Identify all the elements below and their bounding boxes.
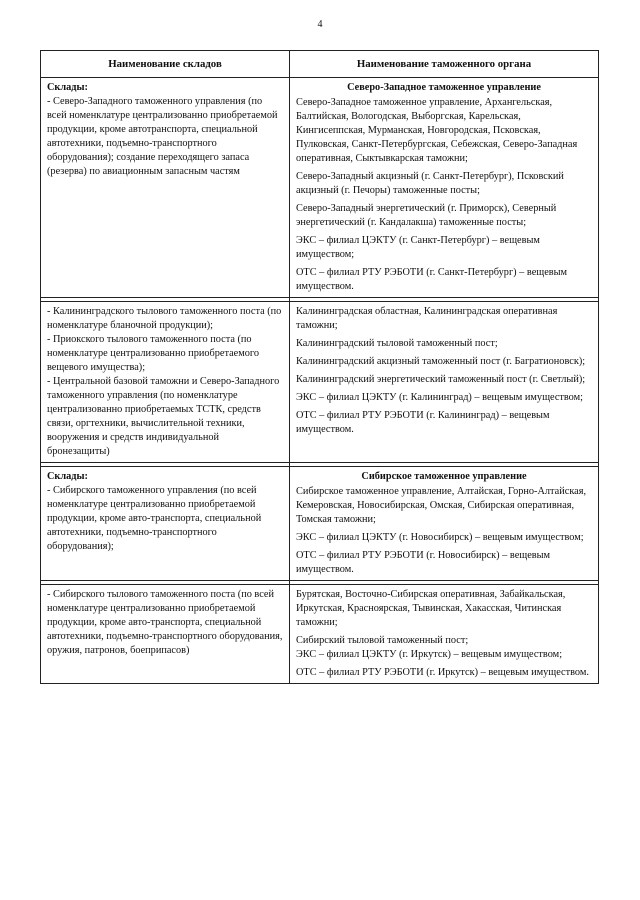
customs-item: Сибирское таможенное управление, Алтайская, Горно-Алтайская, Кемеровская, Новосибирская, Омская, Сибирская оперативная, Томская таможни;: [296, 486, 587, 525]
table-row: [41, 467, 599, 581]
customs-item: ОТС – филиал РТУ РЭБОТИ (г. Калининград) – вещевым имуществом.: [296, 410, 550, 435]
table-row: [41, 302, 599, 463]
warehouse-cell: [41, 302, 290, 463]
customs-item: ЭКС – филиал ЦЭКТУ (г. Санкт-Петербург) – вещевым имуществом;: [296, 235, 540, 260]
customs-cell: [290, 585, 599, 684]
table-header-row: [41, 51, 599, 78]
customs-item: ОТС – филиал РТУ РЭБОТИ (г. Новосибирск) – вещевым имуществом.: [296, 550, 551, 575]
customs-item: Калининградский тыловой таможенный пост;: [296, 338, 498, 349]
customs-cell: [290, 302, 599, 463]
warehouse-item: - Приокского тылового таможенного поста (по номенклатуре централизованно приобретаемого вещевого имущества);: [47, 334, 260, 373]
warehouse-section-title: Склады:: [47, 82, 88, 93]
customs-section-title: Сибирское таможенное управление: [361, 471, 527, 482]
customs-item: Калининградская областная, Калининградская оперативная таможни;: [296, 306, 558, 331]
customs-item: Бурятская, Восточно-Сибирская оперативная, Забайкальская, Иркутская, Красноярская, Тывинская, Хакасская, Читинская таможни;: [296, 589, 566, 628]
warehouses-table: [40, 50, 599, 684]
warehouse-cell: [41, 467, 290, 581]
customs-item: ОТС – филиал РТУ РЭБОТИ (г. Санкт-Петербург) – вещевым имуществом.: [296, 267, 568, 292]
header-customs-body: Наименование таможенного органа: [290, 51, 599, 78]
customs-section-title: Северо-Западное таможенное управление: [347, 82, 541, 93]
table-body: [41, 78, 599, 684]
customs-cell: [290, 467, 599, 581]
customs-item: Северо-Западное таможенное управление, Архангельская, Балтийская, Вологодская, Выборгская, Карельская, Кингисеппская, Мурманская, Новгородская, Псковская, Пулковская, Санкт-Петербургская, Себежская, Северо-Западная оперативная, Сыктывкарская таможни;: [296, 97, 578, 164]
customs-item: Калининградский энергетический таможенный пост (г. Светлый);: [296, 374, 586, 385]
warehouse-section-title: Склады:: [47, 471, 88, 482]
customs-cell: [290, 78, 599, 298]
table-row: [41, 585, 599, 684]
header-warehouses: Наименование складов: [41, 51, 290, 78]
warehouse-cell: [41, 78, 290, 298]
customs-item: ЭКС – филиал ЦЭКТУ (г. Новосибирск) – вещевым имуществом;: [296, 532, 584, 543]
warehouse-cell: [41, 585, 290, 684]
warehouse-item: - Центральной базовой таможни и Северо-Западного таможенного управления (по номенклатуре централизованно приобретаемых ТСТК, средств связи, оргтехники, вычислительной техники, вооружения и средств индивидуальной бронезащиты): [47, 376, 280, 457]
warehouse-item: - Северо-Западного таможенного управления (по всей номенклатуре централизованно приобретаемой продукции, кроме автотранспорта, специальной автотехники, подъемно-транспортного оборудования); создание переходящего запаса (резерва) по авиационным запасным частям: [47, 96, 278, 177]
page-number: 4: [317, 19, 323, 30]
customs-item: Северо-Западный акцизный (г. Санкт-Петербург), Псковский акцизный (г. Печоры) таможенные посты;: [296, 171, 564, 196]
warehouse-item: - Калининградского тылового таможенного поста (по номенклатуре бланочной продукции);: [47, 306, 282, 331]
customs-item: Калининградский акцизный таможенный пост (г. Багратионовск);: [296, 356, 586, 367]
customs-item: ЭКС – филиал ЦЭКТУ (г. Калининград) – вещевым имуществом;: [296, 392, 584, 403]
table-row: [41, 78, 599, 298]
warehouse-item: - Сибирского таможенного управления (по всей номенклатуре централизованно приобретаемой продукции, кроме авто-транспорта, специальной автотехники, подъемно-транспортного оборудования);: [47, 485, 262, 552]
customs-item: ОТС – филиал РТУ РЭБОТИ (г. Иркутск) – вещевым имуществом.: [296, 667, 589, 678]
warehouse-item: - Сибирского тылового таможенного поста (по всей номенклатуре централизованно приобретаемой продукции, кроме авто-транспорта, специальной автотехники, подъемно-транспортного оборудования, оружия, патронов, боеприпасов): [47, 589, 283, 656]
customs-item: Сибирский тыловой таможенный пост; ЭКС – филиал ЦЭКТУ (г. Иркутск) – вещевым имуществом;: [296, 635, 563, 660]
customs-item: Северо-Западный энергетический (г. Приморск), Северный энергетический (г. Кандалакша) таможенные посты;: [296, 203, 557, 228]
